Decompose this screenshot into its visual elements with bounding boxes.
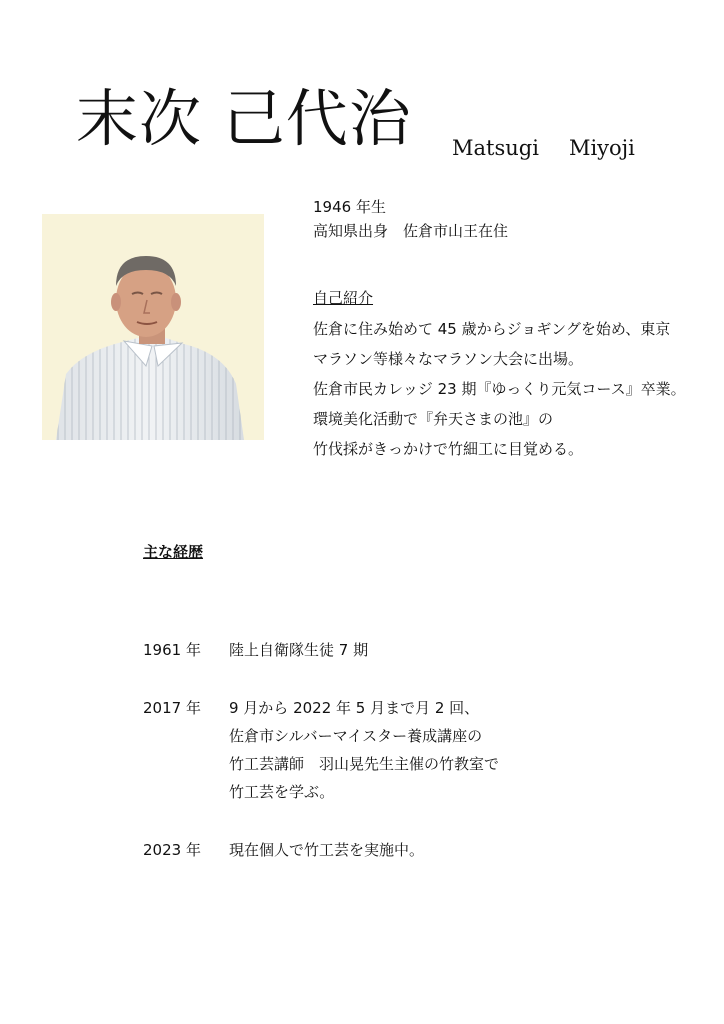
profile-info — [313, 195, 508, 243]
career-line: 陸上自衛隊生徒 7 期 — [229, 641, 369, 659]
career-list — [143, 636, 499, 894]
career-heading: 主な経歴 — [143, 543, 204, 561]
career-description — [229, 694, 499, 806]
name-english-family: Matsugi — [452, 136, 539, 160]
intro-line: マラソン等様々なマラソン大会に出場。 — [313, 350, 584, 368]
intro-line: 環境美化活動で『弁天さまの池』の — [313, 410, 554, 428]
career-line: 9 月から 2022 年 5 月まで月 2 回、 — [229, 699, 480, 717]
career-entry — [143, 636, 499, 664]
career-entry — [143, 836, 499, 864]
name-japanese: 末次 己代治 — [76, 82, 412, 155]
career-description — [229, 636, 368, 664]
career-year: 2017 年 — [143, 699, 201, 717]
birth-year: 1946 年生 — [313, 198, 386, 216]
career-line: 竹工芸を学ぶ。 — [229, 783, 335, 801]
intro-line: 佐倉市民カレッジ 23 期『ゆっくり元気コース』卒業。 — [313, 380, 686, 398]
career-description — [229, 836, 424, 864]
name-english-given: Miyoji — [568, 136, 635, 160]
career-year: 1961 年 — [143, 641, 201, 659]
intro-body — [313, 314, 686, 464]
intro-line: 竹伐採がきっかけで竹細工に目覚める。 — [313, 440, 584, 458]
career-line: 竹工芸講師 羽山晃先生主催の竹教室で — [229, 755, 500, 773]
name-english — [452, 138, 635, 159]
intro-heading: 自己紹介 — [313, 289, 374, 307]
career-entry — [143, 694, 499, 806]
portrait-photo — [42, 214, 264, 440]
career-line: 佐倉市シルバーマイスター養成講座の — [229, 727, 483, 745]
career-line: 現在個人で竹工芸を実施中。 — [229, 841, 425, 859]
intro-line: 佐倉に住み始めて 45 歳からジョギングを始め、東京 — [313, 320, 671, 338]
origin-residence: 高知県出身 佐倉市山王在住 — [313, 222, 509, 240]
career-year: 2023 年 — [143, 841, 201, 859]
